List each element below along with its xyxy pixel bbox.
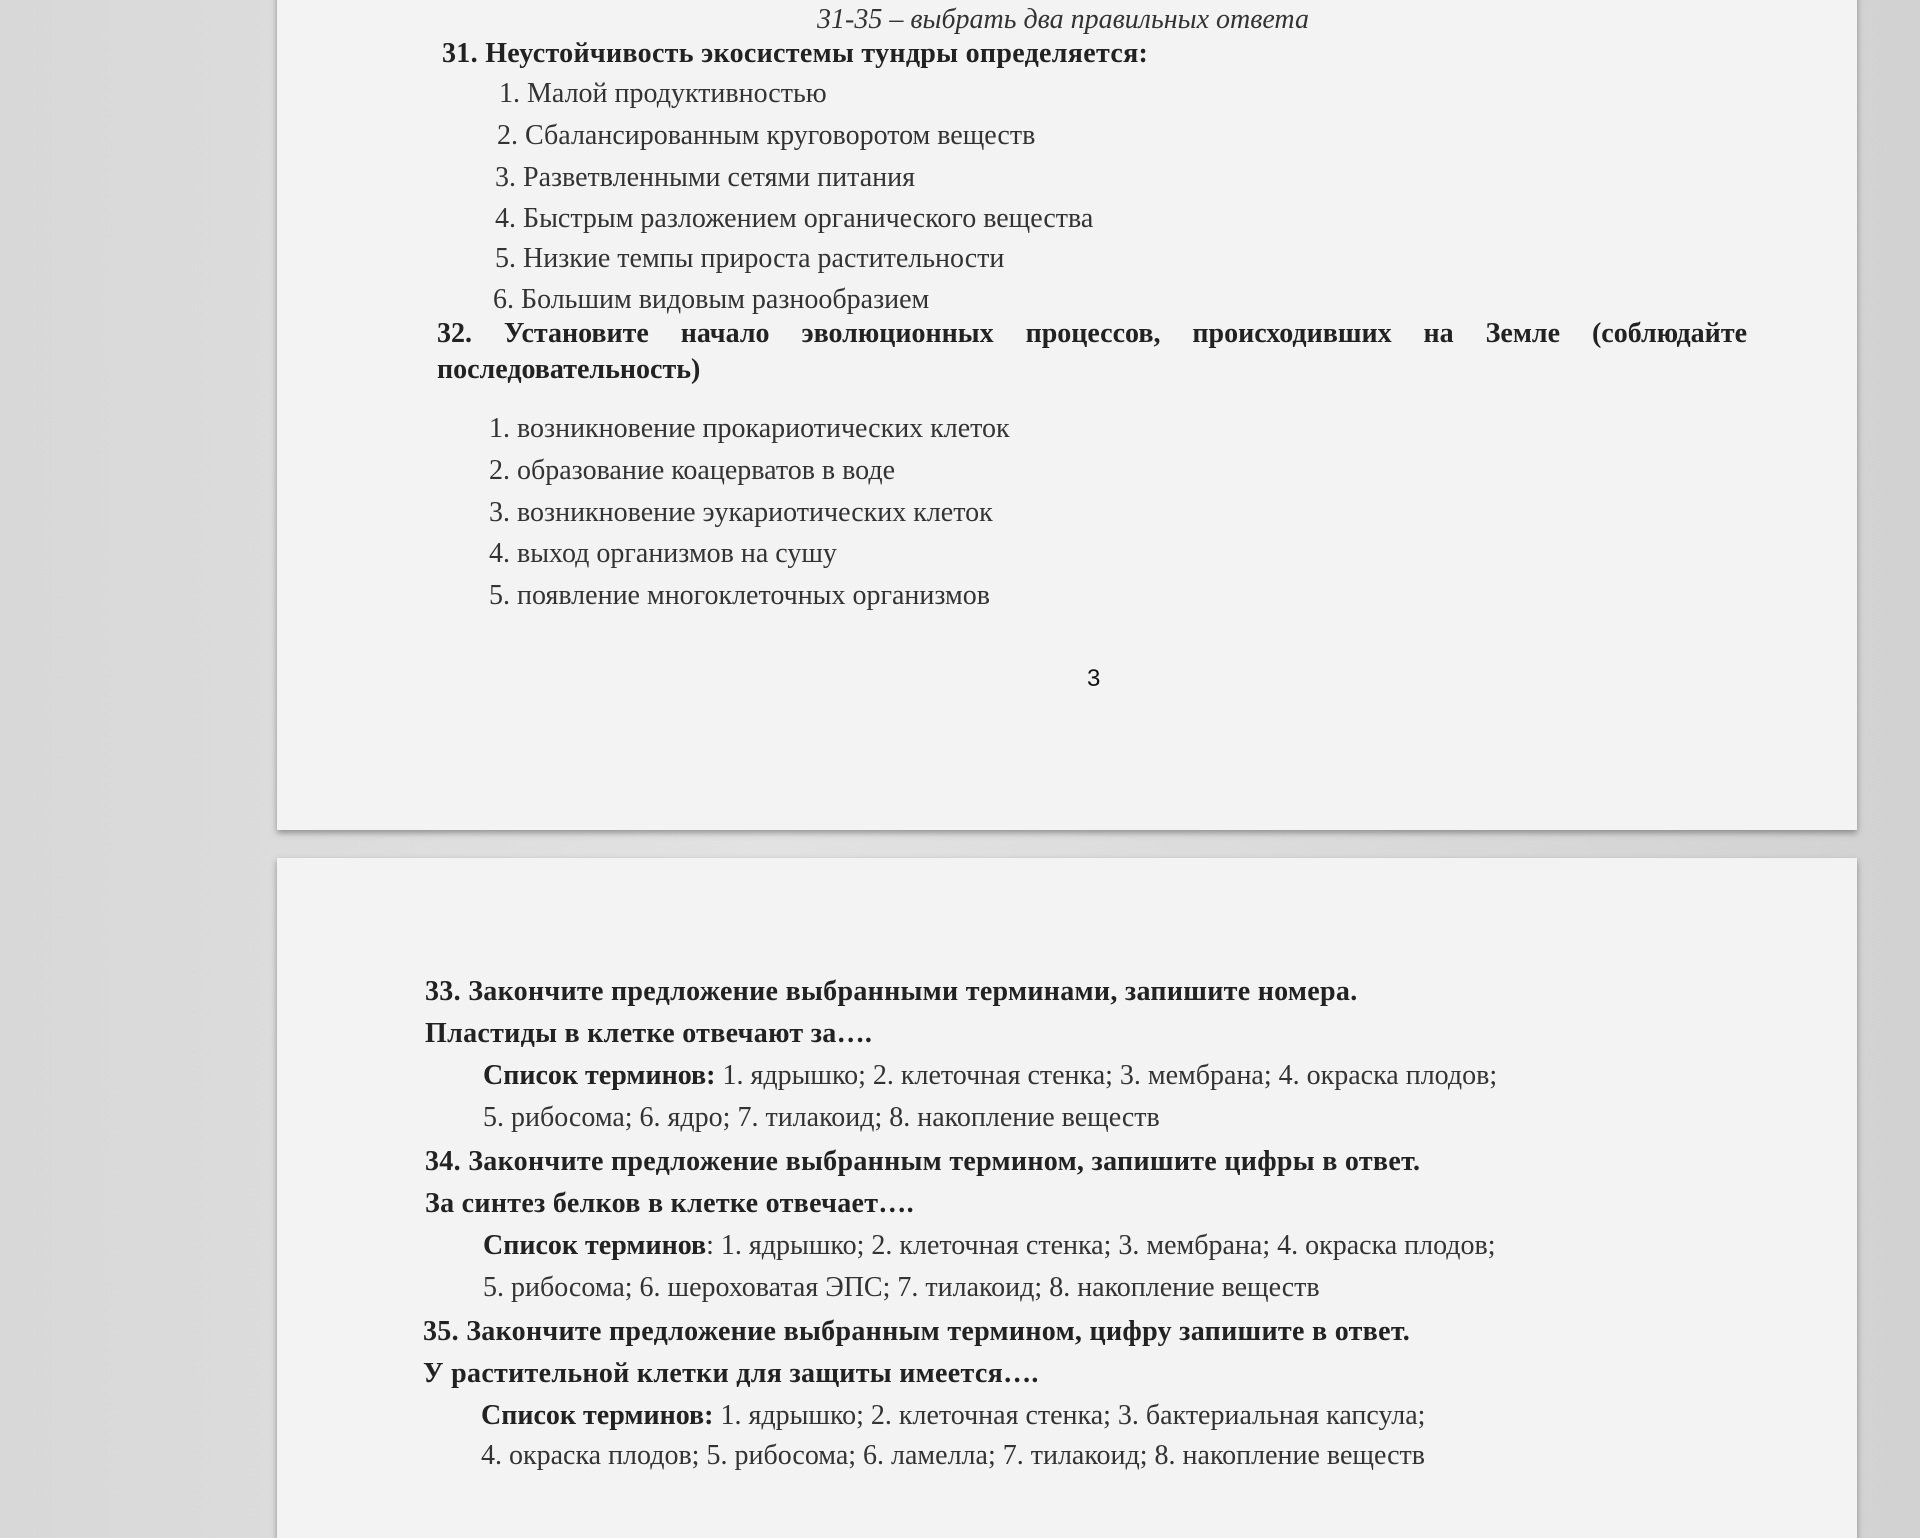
q31-option-4: 4. Быстрым разложением органического вещества xyxy=(495,203,1094,234)
q34-terms-text-1: : 1. ядрышко; 2. клеточная стенка; 3. мембрана; 4. окраска плодов; xyxy=(706,1230,1496,1261)
question-35-prompt: У растительной клетки для защиты имеется…. xyxy=(423,1358,1039,1389)
q31-option-2: 2. Сбалансированным круговоротом веществ xyxy=(497,120,1036,151)
q34-terms-line-2: 5. рибосома; 6. шероховатая ЭПС; 7. тилакоид; 8. накопление веществ xyxy=(483,1272,1320,1303)
q33-terms-label: Список терминов: xyxy=(483,1060,716,1091)
q33-terms-text-1: 1. ядрышко; 2. клеточная стенка; 3. мембрана; 4. окраска плодов; xyxy=(715,1060,1498,1091)
q31-option-5: 5. Низкие темпы прироста растительности xyxy=(495,243,1005,274)
question-33-prompt: Пластиды в клетке отвечают за…. xyxy=(425,1018,873,1049)
question-32-title: 32. Установите начало эволюционных процессов, происходивших на Земле (соблюдайте последовательность) xyxy=(437,318,1747,385)
q35-terms-label: Список терминов: xyxy=(481,1400,714,1431)
q32-option-5: 5. появление многоклеточных организмов xyxy=(489,580,990,611)
section-hint: 31-35 – выбрать два правильных ответа xyxy=(817,4,1309,35)
q32-option-2: 2. образование коацерватов в воде xyxy=(489,455,896,486)
q31-option-6: 6. Большим видовым разнообразием xyxy=(493,284,930,315)
q33-terms-line-2: 5. рибосома; 6. ядро; 7. тилакоид; 8. накопление веществ xyxy=(483,1102,1160,1133)
q33-terms-line-1 xyxy=(483,1060,1497,1092)
document-page-2 xyxy=(277,858,1857,1538)
q32-option-1: 1. возникновение прокариотических клеток xyxy=(489,413,1010,444)
question-34-prompt: За синтез белков в клетке отвечает…. xyxy=(425,1188,914,1219)
question-35-title: 35. Закончите предложение выбранным термином, цифру запишите в ответ. xyxy=(423,1316,1411,1347)
question-31-title: 31. Неустойчивость экосистемы тундры определяется: xyxy=(442,38,1149,69)
q35-terms-line-2: 4. окраска плодов; 5. рибосома; 6. ламелла; 7. тилакоид; 8. накопление веществ xyxy=(481,1440,1425,1471)
q31-option-3: 3. Разветвленными сетями питания xyxy=(495,162,915,193)
q32-option-3: 3. возникновение эукариотических клеток xyxy=(489,497,993,528)
q31-option-1: 1. Малой продуктивностью xyxy=(499,78,827,109)
question-33-title: 33. Закончите предложение выбранными терминами, запишите номера. xyxy=(425,976,1358,1007)
page-number: 3 xyxy=(1087,665,1101,692)
question-34-title: 34. Закончите предложение выбранным термином, запишите цифры в ответ. xyxy=(425,1146,1421,1177)
document-page-1 xyxy=(277,0,1857,830)
q34-terms-label: Список терминов xyxy=(483,1230,707,1261)
q35-terms-text-1: 1. ядрышко; 2. клеточная стенка; 3. бактериальная капсула; xyxy=(713,1400,1426,1431)
q32-option-4: 4. выход организмов на сушу xyxy=(489,538,837,569)
q35-terms-line-1 xyxy=(481,1400,1425,1432)
q34-terms-line-1 xyxy=(483,1230,1496,1262)
